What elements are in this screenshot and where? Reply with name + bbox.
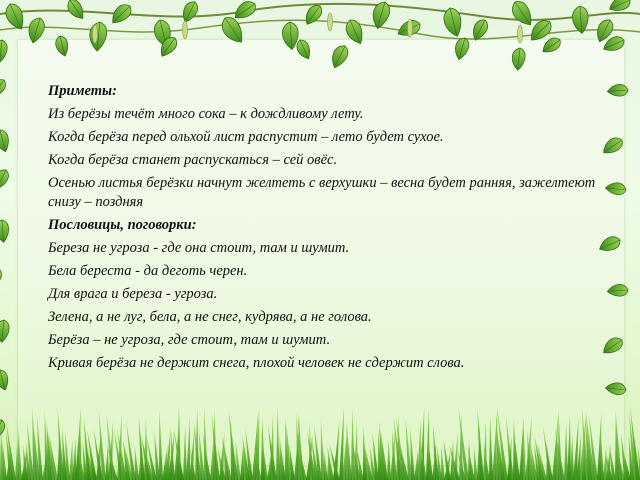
proverb-line: Берёза – не угроза, где стоит, там и шумит. xyxy=(48,332,331,348)
grass-blade-icon xyxy=(6,432,13,480)
sign-line: Когда берёза станет распускаться – сей овёс. xyxy=(48,152,338,168)
grass-blade-icon xyxy=(6,446,11,480)
signs-heading: Приметы: xyxy=(48,83,117,99)
birch-leaf-icon xyxy=(0,270,2,287)
birch-leaf-icon xyxy=(0,39,13,63)
birch-leaf-icon xyxy=(438,6,470,37)
birch-leaf-icon xyxy=(0,319,15,343)
birch-leaf-icon xyxy=(509,0,537,25)
text-content xyxy=(48,82,608,377)
birch-leaf-icon xyxy=(1,2,30,30)
sign-line: Когда берёза перед ольхой лист распустит – лето будет сухое. xyxy=(48,129,444,145)
birch-catkin-icon xyxy=(328,13,333,31)
birch-catkin-icon xyxy=(183,21,188,39)
birch-leaf-icon xyxy=(0,80,6,97)
birch-leaf-icon xyxy=(609,0,632,17)
birch-leaf-icon xyxy=(471,19,489,40)
birch-leaf-icon xyxy=(306,6,321,25)
proverb-line: Зелена, а не луг, бела, а не снег, кудрява, а не голова. xyxy=(48,309,372,325)
birch-leaf-icon xyxy=(234,0,256,23)
birch-leaf-icon xyxy=(112,3,132,26)
birch-catkin-icon xyxy=(408,19,413,37)
birch-leaf-icon xyxy=(0,219,15,243)
grass-blade-icon xyxy=(2,439,7,480)
grass-blade-icon xyxy=(629,411,637,480)
birch-leaf-icon xyxy=(595,19,615,42)
birch-leaf-icon xyxy=(65,0,88,19)
birch-leaf-icon xyxy=(218,16,248,43)
grass-blade-icon xyxy=(6,420,16,480)
birch-leaf-icon xyxy=(397,16,421,42)
sign-line: Из берёзы течёт много сока – к дождливому лету. xyxy=(48,106,364,122)
grass-blade-icon xyxy=(630,406,640,480)
grass-blade-icon xyxy=(0,428,4,480)
birch-leaf-icon xyxy=(0,169,10,188)
grass-blade-icon xyxy=(623,450,631,480)
birch-leaf-icon xyxy=(369,1,395,29)
proverb-line: Бела береста - да деготь черен. xyxy=(48,263,248,279)
proverb-line: Береза не угроза - где она стоит, там и шумит. xyxy=(48,240,350,256)
sign-line: Осенью листья берёзки начнут желтеть с верхушки – весна будет ранняя, зажелтеют снизу – поздняя xyxy=(48,175,596,210)
birch-leaf-icon xyxy=(0,369,14,391)
birch-leaf-icon xyxy=(0,128,15,152)
birch-leaf-icon xyxy=(567,4,596,34)
birch-leaf-icon xyxy=(181,1,199,22)
proverb-line: Кривая берёза не держит снега, плохой человек не сдержит слова. xyxy=(48,355,465,371)
grass-blade-icon xyxy=(629,434,634,480)
birch-leaf-icon xyxy=(0,419,7,440)
proverbs-heading: Пословицы, поговорки: xyxy=(48,217,197,233)
proverb-line: Для врага и береза - угроза. xyxy=(48,286,218,302)
